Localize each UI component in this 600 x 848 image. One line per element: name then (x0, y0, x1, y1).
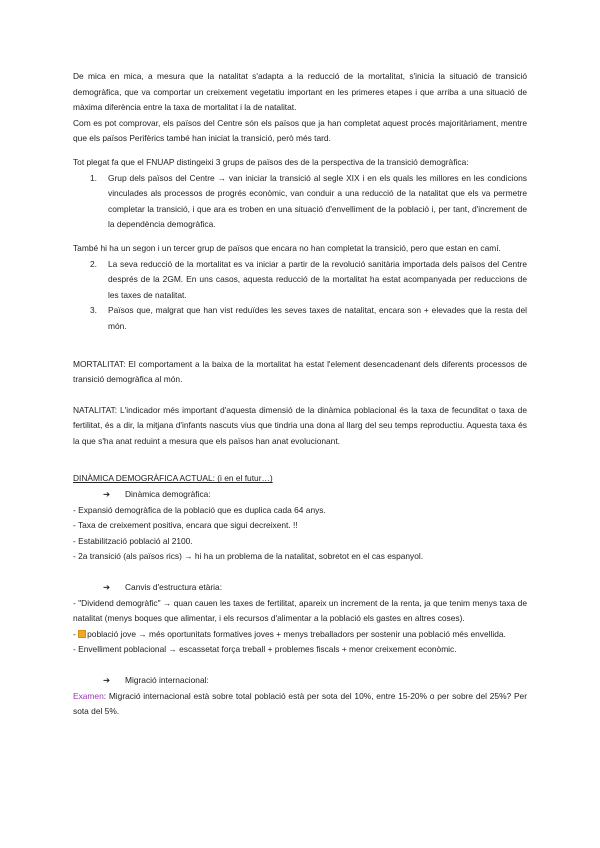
examen-label: Examen (73, 690, 104, 701)
arrow-right-icon: ➔ (103, 675, 111, 685)
list-item: - "Dividend demogràfic" → quan cauen les taxes de fertilitat, apareix un increment de la renta, ja que tenim menys taxa de natalitat (menys boques que alimentar, i els recursos d'alimentar a la població els gastes en altres coses). (73, 597, 527, 624)
paragraph-centre: Com es pot comprovar, els països del Centre són els països que ja han completat aquest procés majoritàriament, mentre que els països Perifèrics també han iniciat la transició, però més tard. (73, 117, 527, 144)
arrow-right-icon: ➔ (103, 489, 111, 500)
migracio-heading: ➔ Migració internacional: (73, 673, 527, 689)
list-item: 3. Països que, malgrat que han vist reduïdes les seves taxes de natalitat, encara son + elevades que la resta del món. (90, 305, 527, 331)
section-heading: DINÀMICA DEMOGRÀFICA ACTUAL: (i en el futur…) (73, 473, 273, 484)
examen-paragraph: Examen: Migració internacional està sobre total població està per sota del 10%, entre 15-20% o per sobre del 25%? Per sota del 5%. (73, 690, 527, 717)
list-item: - Envelliment poblacional → escassetat força treball + problemes fiscals + menor creixement econòmic. (73, 644, 457, 655)
paragraph-transicio: De mica en mica, a mesura que la natalitat s'adapta a la reducció de la mortalitat, s'inicia la situació de transició demogràfica, que va comportar un creixement vegetatiu important en les primeres etapes i que arriba a una situació de màxima diferència entre la taxa de mortalitat i la de natalitat. (73, 71, 527, 113)
down-arrow-box-icon (78, 630, 86, 638)
list-item: 1. Grup dels països del Centre → van iniciar la transició al segle XIX i en els quals les millores en les condicions vinculades als processos de progrés econòmic, van conduir a una reducció de la natalitat que els va permetre completar la transició, i que ara es troben en una situació d'envelliment de la població i, per tant, d'increment de la dependència demogràfica. (90, 172, 527, 230)
list-item: - Estabilització població al 2100. (73, 535, 193, 546)
list-item: - Expansió demogràfica de la població que es duplica cada 64 anys. (73, 504, 326, 515)
paragraph-fnuap: Tot plegat fa que el FNUAP distingeixi 3 grups de països des de la perspectiva de la transició demogràfica: (73, 156, 469, 167)
paragraph-mortalitat: MORTALITAT: El comportament a la baixa de la mortalitat ha estat l'element desencadenant dels diferents processos de transició demogràfica al món. (73, 358, 527, 385)
numbered-list-1 (73, 171, 527, 233)
list-item: 2. La seva reducció de la mortalitat es va iniciar a partir de la revolució sanitària importada dels països del Centre després de la 2GM. En uns casos, aquesta reducció de la mortalitat ha estat acompanyada per reduccions de les taxes de natalitat. (90, 258, 527, 300)
numbered-list-2 (73, 257, 527, 335)
paragraph-natalitat: NATALITAT: L'indicador més important d'aquesta dimensió de la dinàmica poblacional és la taxa de fecunditat o taxa de fertilitat, és a dir, la mitjana d'infants nascuts vius que tindria una dona al llarg del seu temps reproductiu. Aquesta taxa és la que s'ha anat reduint a mesura que els països han anat evolucionant. (73, 404, 527, 446)
document-page (73, 69, 527, 720)
paragraph-segon-grup: També hi ha un segon i un tercer grup de països que encara no han completat la transició, pero que estan en camí. (73, 242, 501, 253)
list-item: - Taxa de creixement positiva, encara que sigui decreixent. !! (73, 520, 298, 531)
estructura-heading: ➔ Canvis d'estructura etària: (73, 580, 527, 596)
dinamica-heading: ➔ Dinàmica demogràfica: (73, 487, 527, 503)
list-item: - 2a transició (als països rics) → hi ha un problema de la natalitat, sobretot en el cas espanyol. (73, 551, 424, 562)
list-item: - població jove → més oportunitats formatives joves + menys treballadors per sostenir una població més envellida. (73, 628, 506, 639)
arrow-right-icon: ➔ (103, 582, 111, 593)
